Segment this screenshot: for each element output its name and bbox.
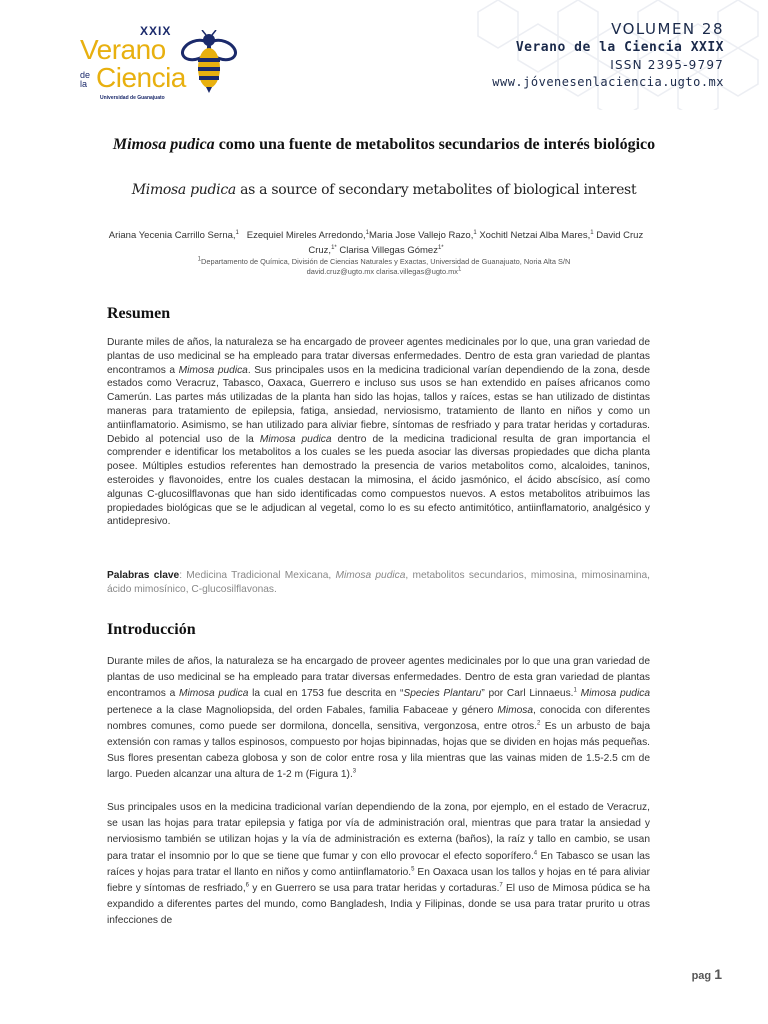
issn-label: ISSN 2395-9797 (610, 58, 724, 72)
affiliation-text: $^1$Departamento de Química, División de Ciencias Naturales y Exactas, Universidad de Guanajuato, Noria Alta S/N (197, 256, 571, 266)
journal-header (492, 20, 724, 89)
citation-mark: 2 (536, 720, 541, 727)
author-name: Xochitl Netzai Alba Mares, (479, 230, 591, 241)
citation-mark: 5 (411, 866, 415, 873)
species-name: Mimosa pudica (179, 688, 249, 700)
logo-de-la: de la (80, 70, 91, 89)
logo-verano: Verano (80, 34, 166, 65)
bee-icon (180, 30, 238, 94)
author-affiliation-mark: 1* (331, 244, 337, 251)
affiliation-mark: 1 (197, 256, 202, 263)
title-species: Mimosa pudica (112, 136, 215, 153)
journal-website-link[interactable]: www.jóvenesenlaciencia.ugto.mx (492, 75, 724, 89)
journal-name: Verano de la Ciencia XXIX (515, 40, 724, 55)
subtitle-species: Mimosa pudica (131, 182, 236, 198)
resumen-paragraph: Durante miles de años, la naturaleza se ha encargado de proveer agentes medicinales por lo que, una gran variedad de plantas de uso medicinal se ha empleado para tratar diversas enfermedades. Dentro de esta gran variedad de plantas encontramos a Mimosa pudica. Sus principales usos en la medicina tradicional varían dependiendo de la zona, desde estados como Veracruz, Tabasco, Oaxaca, Guerrero e incluso sus usos se han extendido en países africanos como Camerún. Las partes más utilizadas de la planta han sido las hojas, tallos y raíces, estas se han utilizado de distintas maneras para tratamiento de epilepsia, fatiga, ansiedad, nerviosismo, tratamiento de llanto en niños y como un antiinflamatorio. Asimismo, se han utilizado para aliviar fiebre, síntomas de resfriado y para tratar heridas y cortaduras. Debido al potencial uso de la Mimosa pudica dentro de la medicina tradicional resulta de gran importancia el comprender e identificar los metabolitos a los cuales se les pueda asociar las diversas propiedades que dicha planta posee. Múltiples estudios referentes han demostrado la presencia de varios metabolitos como, alcaloides, taninos, esteroides y flavonoides, entre los cuales destacan la mimosina, el ácido jasmónico, el ácido abscísico, así como algunas C-glucosilflavonas que han sido identificadas como compuestos nuevos. A estos metabolitos atribuimos las propiedades biológicas que se le adjudican al vegetal, como lo es su efecto antimitótico, antiinflamatorio, analgésico y antidepresivo. (107, 337, 651, 528)
author-name: David Cruz Cruz, (308, 230, 644, 256)
species-name: Mimosa pudica (580, 688, 650, 700)
affiliation-block (104, 257, 664, 277)
author-name: Clarisa Villegas Gómez (339, 245, 438, 256)
intro-paragraph-2: Sus principales usos en la medicina tradicional varían dependiendo de la zona, por ejemplo, en el estado de Veracruz, se usan las hojas para tratar epilepsia y fatiga por vía de administración oral, mientras que para tratar la ansiedad y nerviosismo también se utilizan hojas y la vía de administración es externa (baños), la raíz y tallo en cambio, se usan para tratar el insomnio por lo que se tiene que fumar y con ello provocar el efecto soporífero.$^4$ En Tabasco se usan las raíces y hojas para tratar el llanto en niños y como antiinflamatorio.$^5$ En Oaxaca usan los tallos y hojas en té para aliviar fiebre y síntomas de resfriado,$^6$ y en Guerrero se usa para tratar heridas y cortaduras.$^7$ El uso de Mimosa púdica se ha expandido a diferentes partes del mundo, como Bangladesh, India y Filipinas, donde se usa para tratar prurito u otras infecciones de (107, 802, 650, 927)
citation-mark: 7 (499, 882, 503, 889)
author-name: Ezequiel Mireles Arredondo, (246, 230, 366, 241)
species-name: Mimosa pudica (259, 433, 332, 445)
author-affiliation-mark: 1 (235, 229, 239, 236)
species-name: Mimosa pudica (335, 570, 406, 581)
citation-mark: 3 (352, 769, 357, 776)
author-emails[interactable]: david.cruz@ugto.mx $clarisa.villegas@ugto.mx^1$ (306, 266, 462, 276)
citation-mark: 4 (533, 850, 538, 857)
title-text: como una fuente de metabolitos secundarios de interés biológico (214, 136, 656, 153)
intro-paragraph-1: Durante miles de años, la naturaleza se ha encargado de proveer agentes medicinales por lo que una gran variedad de plantas de uso medicinal se ha empleado para tratar diversas enfermedades. Dentro de esta gran variedad de plantas encontramos a Mimosa pudica la cual en 1753 fue descrita en “Species Plantaru” por Carl Linnaeus.$^1$ Mimosa pudica pertenece a la clase Magnoliopsida, del orden Fabales, familia Fabaceae y género Mimosa, conocida con diferentes nombres comunes, como puede ser dormilona, doncella, sensitiva, vergonzosa, entre otros.$^2$ Es un arbusto de baja extensión con ramas y tallos espinosos, compuesto por hojas bipinnadas, hojas que se dividen en hojas más pequeñas. Sus flores presentan cabeza globosa y son de color entre rosa y lila mientras que las vainas miden de 1.5-2.5 cm de largo. Pueden alcanzar una altura de 1-2 m (Figura 1).$^3$ (107, 656, 650, 781)
author-affiliation-mark: 1* (437, 244, 444, 251)
introduccion-heading: Introducción (107, 621, 196, 638)
species-name: Mimosa pudica (178, 364, 248, 376)
page-number: pag 1 (691, 966, 722, 982)
logo-edition: XXIX (140, 24, 172, 38)
book-title: Species Plantaru (403, 688, 482, 700)
author-affiliation-mark: 1 (365, 229, 369, 236)
verano-ciencia-logo (78, 24, 238, 102)
author-name: Ariana Yecenia Carrillo Serna, (108, 230, 236, 241)
author-name: Maria Jose Vallejo Razo, (368, 230, 474, 241)
article-title (100, 134, 668, 155)
email-affiliation-mark: 1 (458, 266, 462, 273)
subtitle-text: as a source of secondary metabolites of biological interest (235, 182, 637, 198)
volume-label: VOLUMEN 28 (611, 20, 724, 38)
logo-university: Universidad de Guanajuato (100, 95, 165, 101)
article-subtitle (100, 182, 668, 198)
author-list (104, 228, 648, 258)
logo-ciencia: Ciencia (96, 62, 186, 93)
citation-mark: 1 (573, 688, 577, 695)
genus-name: Mimosa (497, 704, 533, 716)
keywords-label: Palabras clave (107, 570, 180, 581)
citation-mark: 6 (245, 882, 250, 889)
author-affiliation-mark: 1 (590, 229, 594, 236)
keywords: Palabras clave: Medicina Tradicional Mexicana, Mimosa pudica, metabolitos secundarios, mimosina, mimosinamina, ácido mimosínico, C-glucosilflavonas. (107, 570, 650, 595)
author-affiliation-mark: 1 (473, 229, 477, 236)
resumen-heading: Resumen (107, 305, 171, 322)
